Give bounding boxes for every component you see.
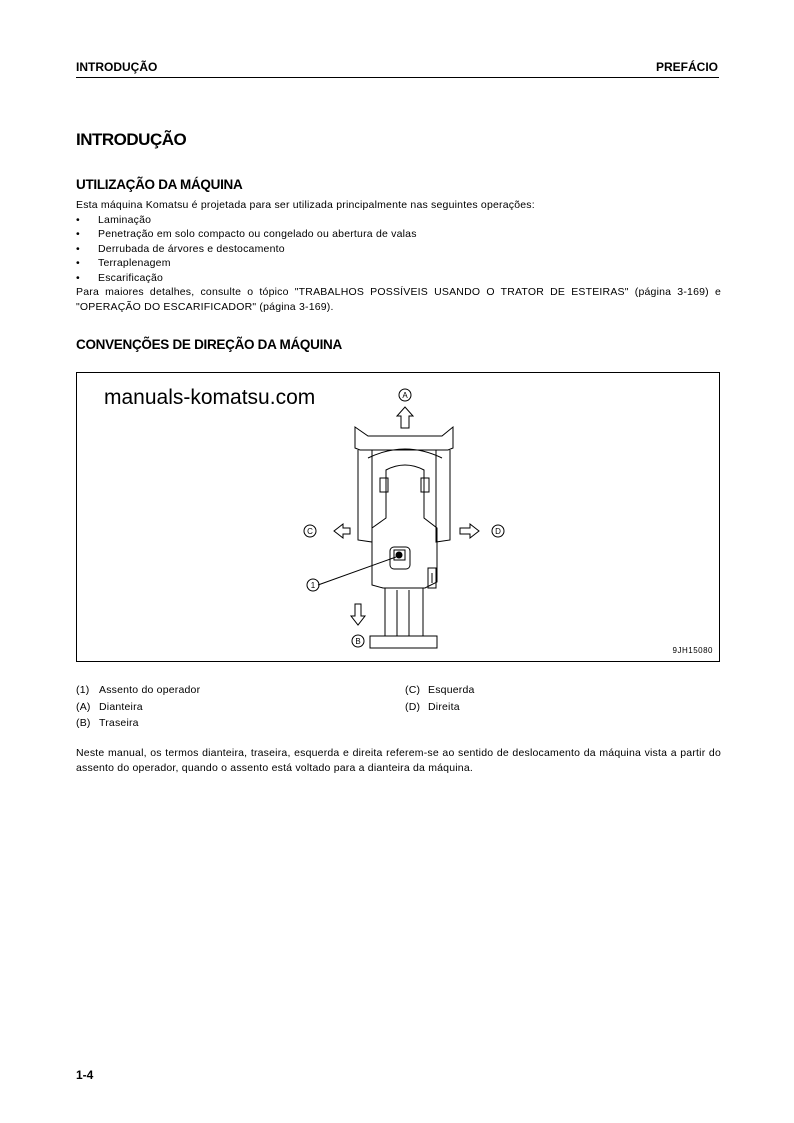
page-number: 1-4 [76,1068,94,1082]
usage-note: Para maiores detalhes, consulte o tópico "TRABALHOS POSSÍVEIS USANDO O TRATOR DE ESTEIRAS" (página 3-169) e "OPERAÇÃO DO ESCARIFICADOR" (página 3-169). [76,286,721,313]
page-title: INTRODUÇÃO [76,130,187,149]
list-item: • Derrubada de árvores e destocamento [76,242,285,255]
section-heading-directions: CONVENÇÕES DE DIREÇÃO DA MÁQUINA [76,337,342,352]
header-chapter: PREFÁCIO [655,60,718,74]
label-left: C [307,527,313,536]
seat-leader-line [318,557,396,585]
blade [355,427,453,450]
figure-code: 9JH15080 [672,646,713,655]
legend-item: (B) Traseira [76,717,139,729]
machine-body [372,465,437,588]
direction-figure [76,372,720,662]
label-seat: 1 [310,581,316,590]
legend-item: (1) Assento do operador [76,684,201,696]
label-right: D [495,527,501,536]
header-section: INTRODUÇÃO [76,60,158,74]
direction-paragraph: Neste manual, os termos dianteira, traseira, esquerda e direita referem-se ao sentido de deslocamento da máquina vista a partir do assento do operador, quando o assento está voltado para a dianteira da máquina. [76,747,721,774]
list-item: • Penetração em solo compacto ou congelado ou abertura de valas [76,228,417,240]
legend-item: (C) Esquerda [405,684,475,696]
list-item: • Laminação [76,213,152,226]
section-heading-usage: UTILIZAÇÃO DA MÁQUINA [76,177,243,192]
legend-right [405,683,475,714]
label-front: A [402,391,408,400]
label-rear: B [355,637,361,646]
list-item: • Escarificação [76,271,164,284]
legend-item: (D) Direita [405,700,460,713]
legend-left [76,683,200,731]
legend-item: (A) Dianteira [76,700,143,713]
usage-intro: Esta máquina Komatsu é projetada para ser utilizada principalmente nas seguintes operações: [76,199,535,211]
watermark: manuals-komatsu.com [104,386,316,409]
list-item: • Terraplenagem [76,257,171,269]
ripper [370,588,437,648]
